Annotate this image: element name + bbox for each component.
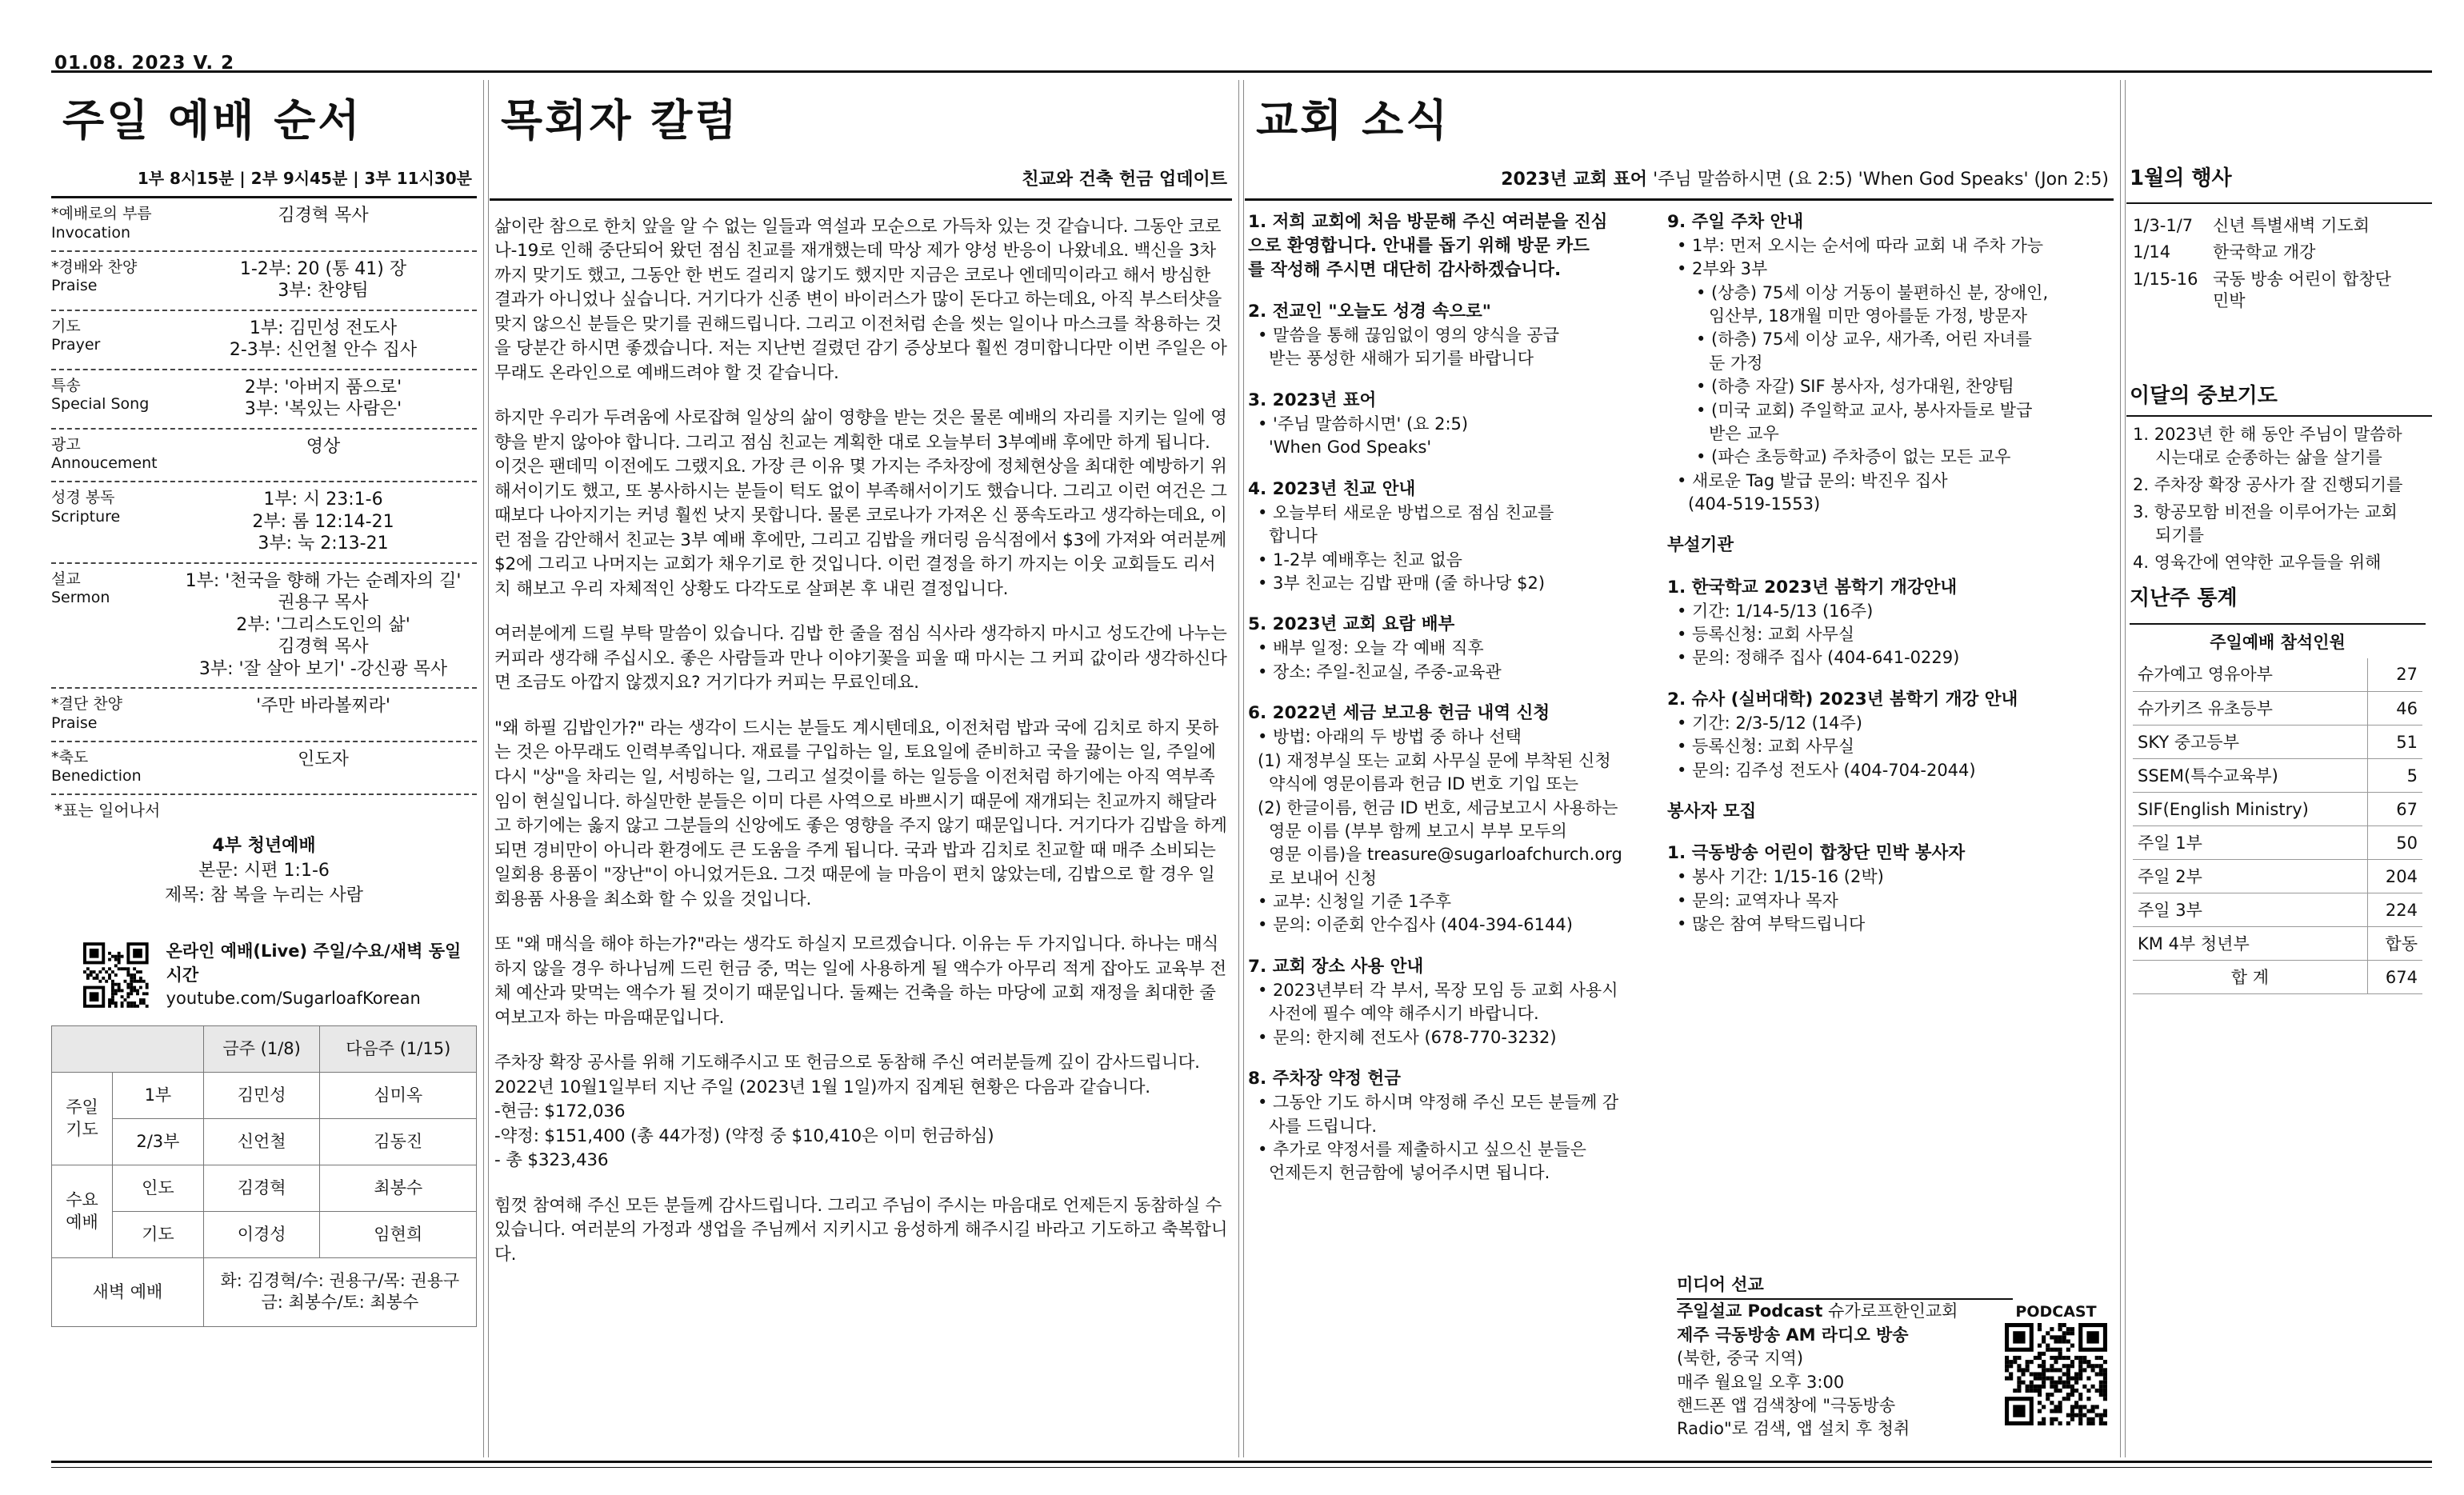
news-heading: 1. 극동방송 어린이 합창단 민박 봉사자 [1667, 843, 1966, 864]
pastor-title: 목회자 칼럼 [501, 95, 739, 146]
order-row [51, 370, 477, 430]
stat-value: 674 [2367, 961, 2422, 994]
news-line: • 2023년부터 각 부서, 목장 모임 등 교회 사용시 사전에 필수 예약 해주시기 바랍니다. [1258, 980, 1618, 1024]
order-label: *예배로의 부름 Invocation [51, 205, 152, 242]
table-row [2133, 927, 2422, 961]
order-label: *경배와 찬양 Praise [51, 258, 138, 295]
column-paragraph: 하지만 우리가 두려움에 사로잡혀 일상의 삶이 영향을 받는 것은 물론 예배의 자리를 지키는 일에 영향을 받지 않아야 합니다. 그리고 점심 친교는 계획한 대로 오늘부터 3부예배 후에만 하게 됩니다. 이것은 팬데믹 이전에도 그랬지요. 가장 큰 이유 몇 가지는 주차장에 정체현상을 최대한 예방하기 위해서이기도 했고, 또 봉사하시는 분들이 턱도 없이 부족해서이기도 했습니다. 그리고 이런 여건은 그때보다 나아지기는 커녕 훨씬 낫지 못합니다. 물론 코로나가 가져온 신 풍속도라고 생각하는데요, 이런 점을 감안해서 친교는 3부 예배 후에만, 그리고 김밥을 캐더링 음식점에서 $3에 가져와 여러분께 $2에 그리고 나머지는 교회가 채우기로 한 것입니다. 이런 결정을 하기 까지는 이웃 교회들도 리서치 해보고 우리 자체적인 상황도 다각도로 살펴본 후 내린 결정입니다. [494, 408, 1227, 599]
stat-label: 주일 3부 [2133, 893, 2367, 927]
news-line: • 방법: 아래의 두 방법 중 하나 선택 [1258, 727, 1522, 747]
row-group-label: 새벽 예배 [52, 1257, 204, 1326]
stat-label: 주일 2부 [2133, 860, 2367, 893]
news-heading: 3. 2023년 표어 [1248, 390, 1377, 410]
order-label: 성경 봉독 Scripture [51, 489, 121, 526]
date-version: 01.08. 2023 V. 2 [54, 53, 235, 74]
news-line: • 교부: 신청일 기준 1주후 [1258, 892, 1452, 912]
bottom-rule-thin [51, 1467, 2432, 1468]
news-heading: 5. 2023년 교회 요람 배부 [1248, 614, 1455, 635]
table-cell: 기도 [113, 1211, 204, 1257]
event-row [2126, 269, 2432, 313]
news-subline: • (상층) 75세 이상 거동이 불편하신 분, 장애인, 임산부, 18개월 미만 영아를둔 가정, 방문자 [1696, 282, 2049, 326]
news-line: • '주님 말씀하시면' (요 2:5) 'When God Speaks' [1258, 414, 1469, 458]
news-line: • 1부: 먼저 오시는 순서에 따라 교회 내 주차 가능 [1677, 235, 2044, 255]
table-header: 다음주 (1/15) [320, 1025, 477, 1072]
youth-service [51, 834, 477, 908]
news-line: • 오늘부터 새로운 방법으로 점심 친교를 합니다 [1258, 502, 1554, 546]
radio-title: 제주 극동방송 AM 라디오 방송 [1677, 1325, 1909, 1345]
table-row [2133, 726, 2422, 759]
stat-value: 50 [2367, 826, 2422, 860]
table-cell: 최봉수 [320, 1165, 477, 1211]
stat-label: SKY 중고등부 [2133, 726, 2367, 759]
news-line: • 2부와 3부 [1677, 259, 1768, 279]
order-row [51, 742, 477, 796]
news-line: • 문의: 김주성 전도사 (404-704-2044) [1677, 760, 1976, 780]
news-item [1248, 210, 1661, 282]
stat-label: 주일 1부 [2133, 826, 2367, 860]
table-cell: 신언철 [203, 1118, 320, 1165]
stat-value: 합동 [2367, 927, 2422, 961]
online-url[interactable]: youtube.com/SugarloafKorean [166, 989, 421, 1009]
news-line: • 추가로 약정서를 제출하시고 싶으신 분들은 언제든지 헌금함에 넣어주시면 됩니다. [1258, 1140, 1586, 1183]
order-value: 1부: 김민성 전도사 2-3부: 신언철 안수 집사 [229, 318, 418, 360]
order-value: 2부: '아버지 품으로' 3부: '복있는 사람은' [244, 377, 402, 419]
news-item [1667, 841, 2114, 936]
prayer-list [2126, 415, 2432, 574]
radio-region: (북한, 중국 지역) [1677, 1349, 1804, 1369]
news-item [1667, 688, 2114, 782]
order-label: 특송 Special Song [51, 376, 150, 414]
news-item [1667, 800, 2114, 824]
news-item [1248, 1067, 1661, 1185]
table-cell: 임현희 [320, 1211, 477, 1257]
order-row [51, 252, 477, 311]
news-line: • 문의: 교역자나 목자 [1677, 890, 1838, 910]
order-value: 영상 [306, 436, 341, 457]
order-value: 1-2부: 20 (통 41) 장 3부: 찬양팀 [239, 258, 407, 301]
media-mission [1677, 1273, 2109, 1441]
stat-value: 67 [2367, 793, 2422, 826]
news-heading: 7. 교회 장소 사용 안내 [1248, 956, 1424, 977]
table-cell: 심미옥 [320, 1072, 477, 1118]
stat-label: 슈가키즈 유초등부 [2133, 692, 2367, 726]
event-title: 신년 특별새벽 기도회 [2213, 216, 2370, 236]
column-paragraph: 주차장 확장 공사를 위해 기도해주시고 또 헌금으로 동참해 주신 여러분들께 깊이 감사드립니다. 2022년 10월1일부터 지난 주일 (2023년 1월 1일)까지 집계된 현황은 다음과 같습니다. -현금: $172,036 -약정: $151,400 (총 44가정) (약정 중 $10,410은 이미 헌금하심) - 총 $323,436 [494, 1053, 1200, 1171]
worship-title-wrap [51, 80, 477, 146]
column-divider [2125, 80, 2126, 1457]
table-row [2133, 961, 2422, 994]
order-row [51, 564, 477, 690]
table-corner [52, 1025, 204, 1072]
event-date: 1/15-16 [2133, 269, 2198, 289]
worship-order-list [51, 198, 477, 795]
radio-time: 매주 월요일 오후 3:00 [1677, 1372, 1845, 1392]
pastor-column [490, 80, 1232, 1457]
prayer-item: 1. 2023년 한 해 동안 주님이 말씀하 시는대로 순종하는 삶을 살기를 [2133, 425, 2402, 467]
events-list [2126, 202, 2432, 312]
worship-order-column [51, 80, 477, 1457]
news-subline: • (미국 교회) 주일학교 교사, 봉사자들로 발급 받은 교우 [1696, 400, 2033, 443]
stat-value: 204 [2367, 860, 2422, 893]
news-line: • 많은 참여 부탁드립니다 [1677, 914, 1866, 934]
news-item [1667, 210, 2114, 517]
news-line: • 문의: 이준회 안수집사 (404-394-6144) [1258, 915, 1573, 935]
news-line: • 3부 친교는 김밥 판매 (줄 하나당 $2) [1258, 573, 1546, 593]
order-value: 인도자 [298, 749, 349, 769]
news-title: 교회 소식 [1256, 95, 1450, 146]
prayer-item: 4. 영육간에 연약한 교우들을 위해 [2133, 553, 2382, 573]
prayer-item: 3. 항공모함 비전을 이루어가는 교회 되기를 [2133, 502, 2398, 545]
news-line: • 배부 일정: 오늘 각 예배 직후 [1258, 638, 1484, 658]
table-row [2133, 658, 2422, 692]
prayer-title: 이달의 중보기도 [2130, 384, 2278, 409]
table-row [2133, 692, 2422, 726]
table-cell: 김경혁 [203, 1165, 320, 1211]
order-label: 광고 Annoucement [51, 435, 158, 473]
stats-subtitle: 주일예배 참석인원 [2130, 623, 2426, 658]
news-line: • 문의: 한지혜 전도사 (678-770-3232) [1258, 1027, 1557, 1047]
worship-title: 주일 예배 순서 [62, 95, 362, 146]
stand-note: *표는 일어나서 [54, 801, 161, 820]
pastor-subtitle-line [490, 163, 1232, 201]
event-title: 한국학교 개강 [2213, 242, 2316, 262]
table-cell: 김민성 [203, 1072, 320, 1118]
radio-app: 핸드폰 앱 검색창에 "극동방송 Radio"로 검색, 앱 설치 후 청취 [1677, 1395, 1910, 1439]
stat-label: SIF(English Ministry) [2133, 793, 2367, 826]
stat-value: 46 [2367, 692, 2422, 726]
youth-title: 4부 청년예배 [212, 836, 316, 856]
table-cell: 인도 [113, 1165, 204, 1211]
stat-value: 51 [2367, 726, 2422, 759]
row-group-label: 수요 예배 [52, 1165, 113, 1257]
news-item [1248, 702, 1661, 937]
order-label: *축도 Benediction [51, 748, 142, 785]
row-group-label: 주일 기도 [52, 1072, 113, 1165]
stat-label: KM 4부 청년부 [2133, 927, 2367, 961]
news-subline: • (파슨 초등학교) 주차증이 없는 모든 교우 [1696, 447, 2011, 467]
event-date: 1/3-1/7 [2133, 216, 2194, 236]
table-cell: 1부 [113, 1072, 204, 1118]
news-item [1248, 300, 1661, 371]
news-heading: 2. 전교인 "오늘도 성경 속으로" [1248, 301, 1491, 322]
prayer-duty-table [51, 1025, 477, 1327]
news-line: • 등록신청: 교회 사무실 [1677, 737, 1855, 757]
stat-value: 5 [2367, 759, 2422, 793]
order-value: '주만 바라볼찌라' [256, 696, 390, 716]
table-row [2133, 826, 2422, 860]
events-title: 1월의 행사 [2130, 166, 2232, 190]
order-value: 1부: '천국을 향해 가는 순례자의 길' 권용구 목사 2부: '그리스도인의 삶' 김경혁 목사 3부: '잘 살아 보기' -강신광 목사 [185, 570, 462, 679]
order-row [51, 482, 477, 564]
news-left-list [1245, 210, 1661, 1203]
qr-code-icon[interactable] [83, 941, 149, 1009]
event-row [2126, 215, 2432, 237]
order-value: 1부: 시 23:1-6 2부: 롬 12:14-21 3부: 눅 2:13-21 [252, 490, 394, 554]
stat-label: SSEM(특수교육부) [2133, 759, 2367, 793]
order-row [51, 198, 477, 252]
news-item [1248, 613, 1661, 684]
event-row [2126, 242, 2432, 263]
online-title: 온라인 예배(Live) 주일/수요/새벽 동일시간 [166, 941, 462, 985]
motto-label: 2023년 교회 표어 [1501, 170, 1648, 190]
news-heading: 2. 슈사 (실버대학) 2023년 봄학기 개강 안내 [1667, 689, 2018, 710]
prayer-item: 2. 주차장 확장 공사가 잘 진행되기를 [2133, 475, 2403, 495]
table-cell: 2/3부 [113, 1118, 204, 1165]
column-divider [488, 80, 489, 1457]
stat-label: 슈가예고 영유아부 [2133, 658, 2367, 692]
podcast-by: 슈가로프한인교회 [1822, 1301, 1958, 1321]
stat-value: 27 [2367, 658, 2422, 692]
youth-theme: 제목: 참 복을 누리는 사람 [165, 885, 363, 905]
news-line: • 문의: 정해주 집사 (404-641-0229) [1677, 648, 1960, 668]
news-heading: 4. 2023년 친교 안내 [1248, 478, 1416, 499]
table-row [2133, 759, 2422, 793]
news-line: • 새로운 Tag 발급 문의: 박진우 집사 (404-519-1553) [1677, 470, 1948, 514]
table-cell: 이경성 [203, 1211, 320, 1257]
column-divider [2120, 80, 2121, 1457]
podcast-qr-code-icon[interactable] [2005, 1323, 2107, 1425]
online-worship [83, 940, 477, 1010]
order-row [51, 689, 477, 742]
news-item [1248, 478, 1661, 596]
bottom-rule [51, 1461, 2432, 1463]
column-divider [1243, 80, 1244, 1457]
news-subline: • (하층 자갈) SIF 봉사자, 성가대원, 찬양팀 [1696, 377, 2014, 397]
order-row [51, 430, 477, 483]
news-subline: • (하층) 75세 이상 교우, 새가족, 어린 자녀를 둔 가정 [1696, 330, 2032, 373]
table-header: 금주 (1/8) [203, 1025, 320, 1072]
stat-value: 224 [2367, 893, 2422, 927]
news-line: • 봉사 기간: 1/15-16 (2박) [1677, 867, 1884, 887]
news-item [1667, 534, 2114, 558]
event-title: 국동 방송 어린이 합창단 민박 [2213, 269, 2391, 310]
news-line: (2) 한글이름, 헌금 ID 번호, 세금보고시 사용하는 영문 이름 (부부 함께 보고시 부부 모두의 영문 이름)을 treasure@sugarloafchurch.org 로 보내어 신청 [1258, 797, 1622, 888]
dawn-schedule: 화: 김경혁/수: 권용구/목: 권용구 금: 최봉수/토: 최봉수 [203, 1257, 476, 1326]
news-line: • 말씀을 통해 끊임없이 영의 양식을 공급 받는 풍성한 새해가 되기를 바랍니다 [1258, 326, 1560, 369]
attendance-table [2133, 658, 2422, 995]
media-title: 미디어 선교 [1677, 1273, 2013, 1300]
news-item [1667, 576, 2114, 670]
column-paragraph: 삶이란 참으로 한치 앞을 알 수 없는 일들과 역설과 모순으로 가득차 있는 것 같습니다. 그동안 코로나-19로 인해 중단되어 왔던 점심 친교를 재개했는데 막상 제가 양성 반응이 나왔네요. 백신을 3차까지 맞기도 했고, 그동안 한 번도 걸리지 않기도 했지만 지금은 코로나 엔데믹이라고 해서 방심한 결과가 아니었나 싶습니다. 거기다가 신종 변이 바이러스가 많이 돈다고 하는데요, 아직 부스터샷을 맞지 않으신 분들은 맞기를 권해드립니다. 그리고 이전처럼 손을 씻는 일이나 마스크를 착용하는 것을 당분간 하시면 좋겠습니다. 저는 지난번 걸렸던 감기 증상보다 훨씬 경미합니다만 이번 주일은 아무래도 온라인으로 예배드려야 할 것 같습니다. [494, 216, 1227, 383]
table-row [2133, 893, 2422, 927]
order-row [51, 311, 477, 370]
column-paragraph: 또 "왜 매식을 해야 하는가?"라는 생각도 하실지 모르겠습니다. 이유는 두 가지입니다. 하나는 매식하지 않을 경우 하나님께 드린 헌금 중, 먹는 일에 사용하게 될 액수가 아무리 적게 잡아도 교육부 전체 예산과 맞먹는 액수가 될 것이기 때문입니다. 둘째는 건축을 하는 마당에 교회 재정을 최대한 줄여보고자 하는 마음때문입니다. [494, 934, 1226, 1028]
podcast-label: PODCAST [2015, 1303, 2097, 1321]
news-column [1245, 80, 2114, 1457]
pastor-column-body [490, 201, 1232, 1268]
news-line: • 그동안 기도 하시며 약정해 주신 모든 분들께 감 사를 드립니다. [1258, 1093, 1619, 1136]
column-paragraph: 여러분에게 드릴 부탁 말씀이 있습니다. 김밥 한 줄을 점심 식사라 생각하지 마시고 성도간에 나누는 커피라 생각해 주십시오. 좋은 사람들과 만나 이야기꽃을 피울 때 마시는 그 커피 값이라 생각하신다면 조금도 아깝지 않겠지요? 거기다가 커피는 무료인데요. [494, 624, 1227, 694]
news-item [1248, 955, 1661, 1049]
news-heading: 부설기관 [1667, 535, 1734, 556]
motto-text: '주님 말씀하시면 (요 2:5) 'When God Speaks' (Jon 2:5) [1653, 170, 2109, 190]
youth-text: 본문: 시편 1:1-6 [198, 860, 330, 881]
news-line: (1) 재정부실 또는 교회 사무실 문에 부착된 신청 약식에 영문이름과 헌금 ID 번호 기입 또는 [1258, 750, 1611, 794]
order-value: 김경혁 목사 [278, 206, 369, 226]
motto-line [1245, 163, 2114, 201]
table-row [2133, 860, 2422, 893]
column-paragraph: "왜 하필 김밥인가?" 라는 생각이 드시는 분들도 계시텐데요, 이전처럼 밥과 국에 김치로 하지 못하는 것은 아무래도 인력부족입니다. 재료를 구입하는 일, 토요일에 준비하고 국을 끓이는 일, 주일에 다시 "상"을 차리는 일, 서빙하는 일, 그리고 설겆이를 하는 일등을 이전처럼 하기에는 아직 역부족임이 현실입니다. 하실만한 분들은 이미 다른 사역으로 바쁘시기 때문에 재개되는 친교까지 해달라고 하기에는 옳지 않고 그분들의 신앙에도 좋은 영향을 주지 않기 때문입니다. 거기다가 김밥을 하게 되면 경비만이 아니라 환경에도 큰 도움을 주게 됩니다. 국과 밥과 김치로 친교할 때 매주 소비되는 일회용 용품이 "장난"이 아니었거든요. 그것 때문에 늘 마음이 편치 않았는데, 김밥으로 할 경우 일회용품 사용을 최소화 할 수 있을 것입니다. [494, 718, 1227, 909]
news-heading: 1. 저희 교회에 처음 방문해 주신 여러분을 진심 으로 환영합니다. 안내를 돕기 위해 방문 카드 를 작성해 주시면 대단히 감사하겠습니다. [1248, 211, 1608, 280]
column-divider [483, 80, 484, 1457]
events-column [2126, 80, 2432, 1457]
news-item [1248, 389, 1661, 460]
column-divider [1238, 80, 1239, 1457]
news-heading: 8. 주차장 약정 헌금 [1248, 1069, 1401, 1089]
stats-title: 지난주 통계 [2130, 586, 2238, 611]
news-heading: 6. 2022년 세금 보고용 헌금 내역 신청 [1248, 703, 1550, 724]
news-line: • 1-2부 예배후는 친교 없음 [1258, 550, 1462, 570]
news-heading: 1. 한국학교 2023년 봄학기 개강안내 [1667, 577, 1958, 598]
news-line: • 기간: 1/14-5/13 (16주) [1677, 601, 1874, 621]
news-heading: 9. 주일 주차 안내 [1667, 211, 1804, 232]
column-paragraph: 힘껏 참여해 주신 모든 분들께 감사드립니다. 그리고 주님이 주시는 마음대로 언제든지 동참하실 수 있습니다. 여러분의 가정과 생업을 주님께서 지키시고 융성하게 해주시길 바라고 기도하고 축복합니다. [494, 1195, 1228, 1265]
news-heading: 봉사자 모집 [1667, 801, 1757, 822]
table-row [2133, 793, 2422, 826]
news-line: • 기간: 2/3-5/12 (14주) [1677, 713, 1862, 733]
order-label: *결단 찬양 Praise [51, 695, 122, 732]
podcast-title: 주일설교 Podcast [1677, 1301, 1823, 1321]
order-label: 기도 Prayer [51, 317, 101, 354]
news-line: • 등록신청: 교회 사무실 [1677, 625, 1855, 645]
worship-times: 1부 8시15분 | 2부 9시45분 | 3부 11시30분 [51, 163, 477, 198]
pastor-subtitle: 친교와 건축 헌금 업데이트 [1022, 170, 1227, 190]
stat-label: 합 계 [2133, 961, 2367, 994]
event-date: 1/14 [2133, 242, 2171, 262]
top-rule [51, 70, 2432, 73]
news-right-list [1661, 210, 2114, 1203]
table-cell: 김동진 [320, 1118, 477, 1165]
news-line: • 장소: 주일-친교실, 주중-교육관 [1258, 662, 1502, 682]
order-label: 설교 Sermon [51, 570, 110, 607]
